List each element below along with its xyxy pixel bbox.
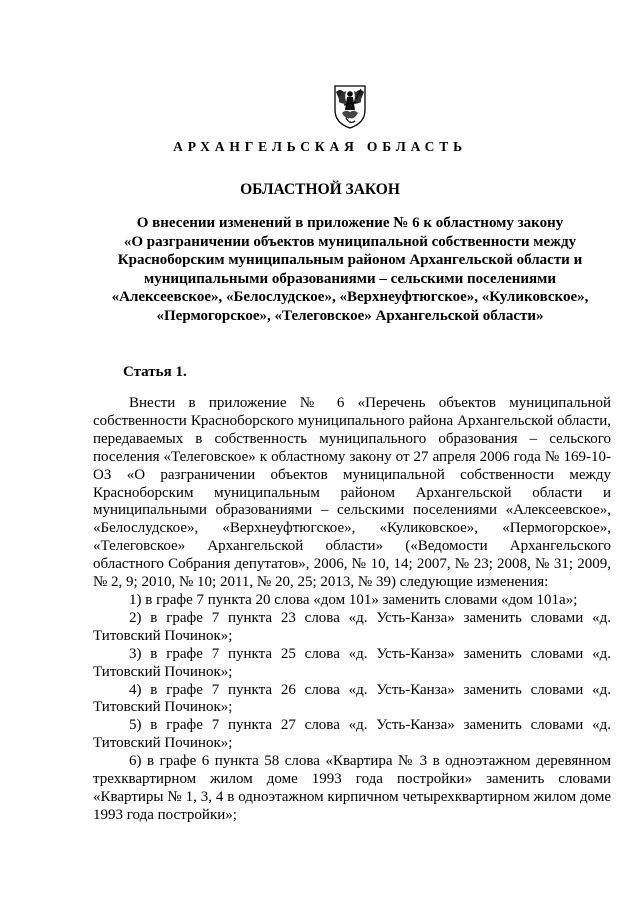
body-paragraph: Внести в приложение № 6 «Перечень объектов муниципальной собственности Красноборского муниципального района Архангельской области, передаваемых в собственность муниципального образования – сельского поселения «Телеговское» к областному закону от 27 апреля 2006 года № 169-10-ОЗ «О разграничении объектов муниципальной собственности между Красноборским муниципальным районом Архангельской области и муниципальными образованиями – сельскими поселениями «Алексеевское», «Белослудское», «Верхнеуфтюгское», «Куликовское», «Пермогорское», «Телеговское» Архангельской области» («Ведомости Архангельского областного Собрания депутатов», 2006, № 10, 14; 2007, № 23; 2008, № 31; 2009, № 2, 9; 2010, № 10; 2011, № 20, 25; 2013, № 39) следующие изменения: <box>93 395 611 591</box>
article-body <box>93 395 611 825</box>
heading-line: О внесении изменений в приложение № 6 к областному закону <box>136 215 564 231</box>
amendment-item: 2) в графе 7 пункта 23 слова «д. Усть-Канза» заменить словами «д. Титовский Починок»; <box>93 609 611 644</box>
heading-line: «Пермогорское», «Телеговское» Архангельской области» <box>156 307 544 324</box>
law-type-title: ОБЛАСТНОЙ ЗАКОН <box>240 181 400 198</box>
heading-line: муниципальными образованиями – сельскими поселениями <box>143 270 557 287</box>
amendment-item: 4) в графе 7 пункта 26 слова «д. Усть-Канза» заменить словами «д. Титовский Починок»; <box>93 681 611 716</box>
article-title: Статья 1. <box>123 364 187 380</box>
heading-line: Красноборским муниципальным районом Архангельской области и <box>117 252 583 269</box>
amendment-item: 6) в графе 6 пункта 58 слова «Квартира № 3 в одноэтажном деревянном трехквартирном жилом доме 1993 года постройки» заменить словами «Квартиры № 1, 3, 4 в одноэтажном кирпичном четырехквартирном жилом доме 1993 года постройки»; <box>93 753 611 823</box>
amendment-item: 3) в графе 7 пункта 25 слова «д. Усть-Канза» заменить словами «д. Титовский Починок»; <box>93 645 611 680</box>
region-title: АРХАНГЕЛЬСКАЯ ОБЛАСТЬ <box>173 139 467 154</box>
archangel-coat-of-arms-icon <box>330 80 370 130</box>
heading-line: «Алексеевское», «Белослудское», «Верхнеуфтюгское», «Куликовское», <box>111 289 589 306</box>
amendment-item: 5) в графе 7 пункта 27 слова «д. Усть-Канза» заменить словами «д. Титовский Починок»; <box>93 717 611 752</box>
amendment-item: 1) в графе 7 пункта 20 слова «дом 101» заменить словами «дом 101а»; <box>129 591 578 608</box>
heading-line: «О разграничении объектов муниципальной собственности между <box>123 233 577 250</box>
law-heading <box>95 214 605 326</box>
